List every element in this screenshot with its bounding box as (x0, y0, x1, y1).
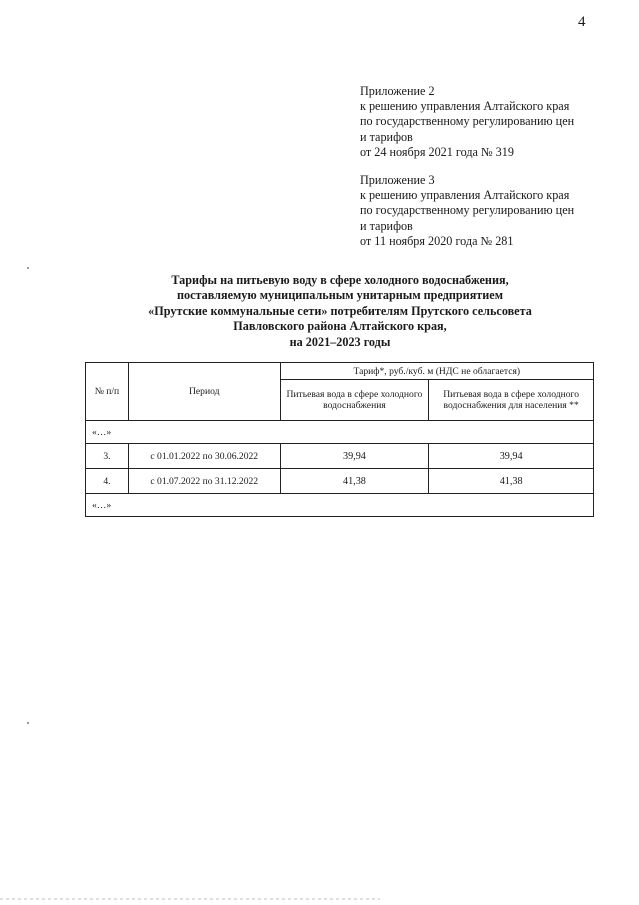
title-line: на 2021–2023 годы (289, 334, 391, 349)
appendix-2-line: по государственному регулированию цен (360, 114, 575, 129)
table-ellipsis-row (86, 494, 594, 517)
header-period: Период (128, 363, 280, 421)
row-period: с 01.07.2022 по 31.12.2022 (128, 469, 280, 494)
row-tariff-cold-water: 41,38 (280, 469, 429, 494)
tariff-table (85, 362, 594, 517)
appendix-2-line: к решению управления Алтайского края (360, 99, 570, 114)
ellipsis-cell: «…» (86, 421, 594, 444)
document-title (80, 273, 600, 350)
appendix-2-block (360, 84, 574, 160)
title-line: Павловского района Алтайского края, (233, 319, 447, 334)
title-line: поставляемую муниципальным унитарным предприятием (176, 288, 504, 303)
appendix-3-block (360, 173, 574, 249)
ellipsis-cell: «…» (86, 494, 594, 517)
row-number: 3. (86, 444, 129, 469)
appendix-2-line: Приложение 2 (360, 84, 435, 98)
table-header-row (86, 363, 594, 380)
page-number: 4 (578, 14, 586, 30)
appendix-3-line: от 11 ноября 2020 года № 281 (360, 233, 514, 248)
scan-edge-artifact (0, 898, 380, 900)
header-tariff-cold-water: Питьевая вода в сфере холодного водоснабжения (280, 380, 429, 421)
appendix-3-line: к решению управления Алтайского края (360, 188, 570, 203)
header-tariff-population: Питьевая вода в сфере холодного водоснабжения для населения ** (429, 380, 594, 421)
table-row (86, 444, 594, 469)
scan-speck (27, 267, 29, 269)
table-row (86, 469, 594, 494)
row-number: 4. (86, 469, 129, 494)
appendix-3-line: по государственному регулированию цен (360, 203, 575, 218)
appendix-2-line: от 24 ноября 2021 года № 319 (360, 144, 514, 159)
header-tariff-group: Тариф*, руб./куб. м (НДС не облагается) (280, 363, 593, 380)
appendix-3-line: и тарифов (360, 218, 413, 233)
title-line: «Прутские коммунальные сети» потребителям Прутского сельсовета (148, 303, 532, 318)
row-tariff-cold-water: 39,94 (280, 444, 429, 469)
row-tariff-population: 41,38 (429, 469, 594, 494)
appendix-2-line: и тарифов (360, 129, 413, 144)
appendix-3-line: Приложение 3 (360, 173, 435, 187)
title-line: Тарифы на питьевую воду в сфере холодного водоснабжения, (171, 273, 509, 287)
header-number: № п/п (86, 363, 129, 421)
row-period: с 01.01.2022 по 30.06.2022 (128, 444, 280, 469)
row-tariff-population: 39,94 (429, 444, 594, 469)
scan-speck (27, 722, 29, 724)
table-ellipsis-row (86, 421, 594, 444)
